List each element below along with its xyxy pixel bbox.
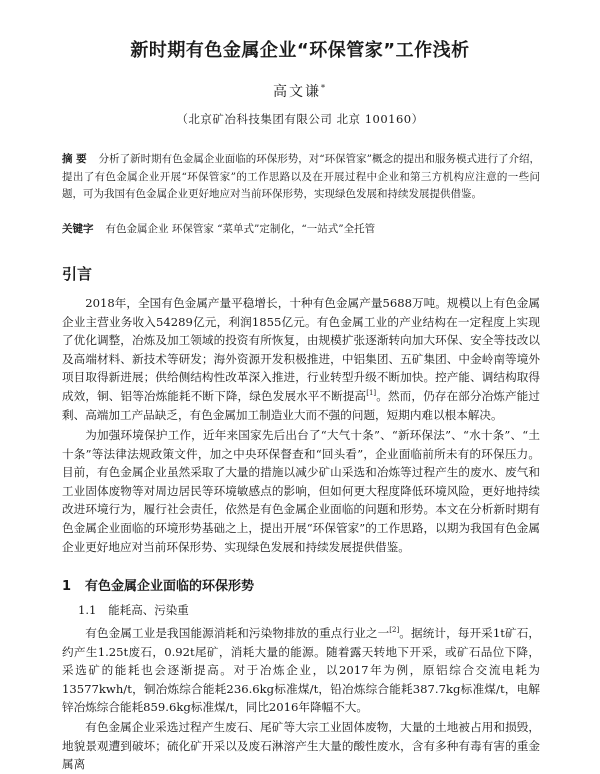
subsection-title: 能耗高、污染重 [108,603,189,617]
subsection-1-1-heading [78,602,189,618]
keywords-label: 关键字 [62,223,94,235]
section-title: 有色金属企业面临的环保形势 [85,579,255,594]
s11-paragraph-1 [62,624,540,717]
paragraph-text: 。据统计，每开采1t矿石，约产生1.25t废石，0.92t尾矿，消耗大量的能源。随着露天转地下开采，或矿石品位下降，采选矿的能耗也会逐渐提高。对于冶炼企业，以2017年为例，原铝综合交流电耗为13577kwh/t，铜冶炼综合能耗236.6kg标准煤/t，铅冶炼综合能耗387.7kg标准煤/t，电解锌冶炼综合能耗859.6kg标准煤/t，同比2016年降幅不大。 [62,626,540,715]
paragraph-text: 2018年，全国有色金属产量平稳增长，十种有色金属产量5688万吨。规模以上有色金属企业主营业务收入54289亿元，利润1855亿元。有色金属工业的产业结构在一定程度上实现了优化调整，冶炼及加工领域的投资有所恢复，由规模扩张逐渐转向加大环保、安全等技改以及高端材料、新技术等研发；海外资源开发积极推进，中铝集团、五矿集团、中金岭南等境外项目取得新进展；供给侧结构性改革深入推进，行业转型升级不断加快。控产能、调结构取得成效，铜、铝等冶炼能耗不断下降，绿色发展水平不断提高 [62,296,540,403]
abstract-label: 摘 要 [62,153,87,165]
s11-paragraph-2 [62,718,540,774]
section-1-heading [62,575,254,594]
intro-paragraph-2 [62,426,540,556]
author-footnote-mark: * [321,83,327,93]
paragraph-text: 有色金属工业是我国能源消耗和污染物排放的重点行业之一 [85,626,390,640]
abstract-text: 分析了新时期有色金属企业面临的环保形势，对“环保管家”概念的提出和服务模式进行了介绍，提出了有色金属企业开展“环保管家”的工作思路以及在开展过程中企业和第三方机构应注意的一些问题，可为我国有色金属企业更好地应对当前环保形势，实现绿色发展和持续发展提供借鉴。 [62,153,541,200]
citation-ref: [2] [389,626,400,635]
paragraph-text: 有色金属企业采选过程产生废石、尾矿等大宗工业固体废物，大量的土地被占用和损毁，地貌景观遭到破坏；硫化矿开采以及废石淋溶产生大量的酸性废水，含有多种有毒有害的重金属离 [62,720,540,772]
author-line [0,81,600,101]
subsection-number: 1.1 [78,603,97,617]
paper-title: 新时期有色金属企业“环保管家”工作浅析 [130,40,470,61]
section-number: 1 [62,579,72,594]
intro-paragraph-1 [62,294,540,424]
keywords-text: 有色金属企业 环保管家 “菜单式”定制化，“一站式”全托管 [105,223,376,235]
keywords [62,221,540,238]
affiliation: （北京矿冶科技集团有限公司 北京 100160） [176,112,424,126]
intro-heading: 引言 [62,265,93,283]
author-name: 高文谦 [273,84,321,100]
paragraph-text: 。然而，仍存在部分冶炼产能过剩、高端加工产品缺乏，有色金属加工制造业大而不强的问题，短期内难以根本解决。 [62,388,540,422]
paragraph-text: 为加强环境保护工作，近年来国家先后出台了“大气十条”、“新环保法”、“水十条”、“土十条”等法律法规政策文件，加之中央环保督查和“回头看”，企业面临前所未有的环保压力。目前，有色金属企业虽然采取了大量的措施以减少矿山采选和冶炼等过程产生的废水、废气和工业固体废物等对周边居民等环境敏感点的影响，但如何更大程度降低环境风险，更好地持续改进环境行为，履行社会责任，依然是有色金属企业面临的问题和形势。本文在分析新时期有色金属企业面临的环境形势基础之上，提出开展“环保管家”的工作思路，以期为我国有色金属企业更好地应对当前环保形势、实现绿色发展和持续发展提供借鉴。 [62,428,540,554]
abstract [62,151,540,204]
citation-ref: [1] [366,389,377,398]
